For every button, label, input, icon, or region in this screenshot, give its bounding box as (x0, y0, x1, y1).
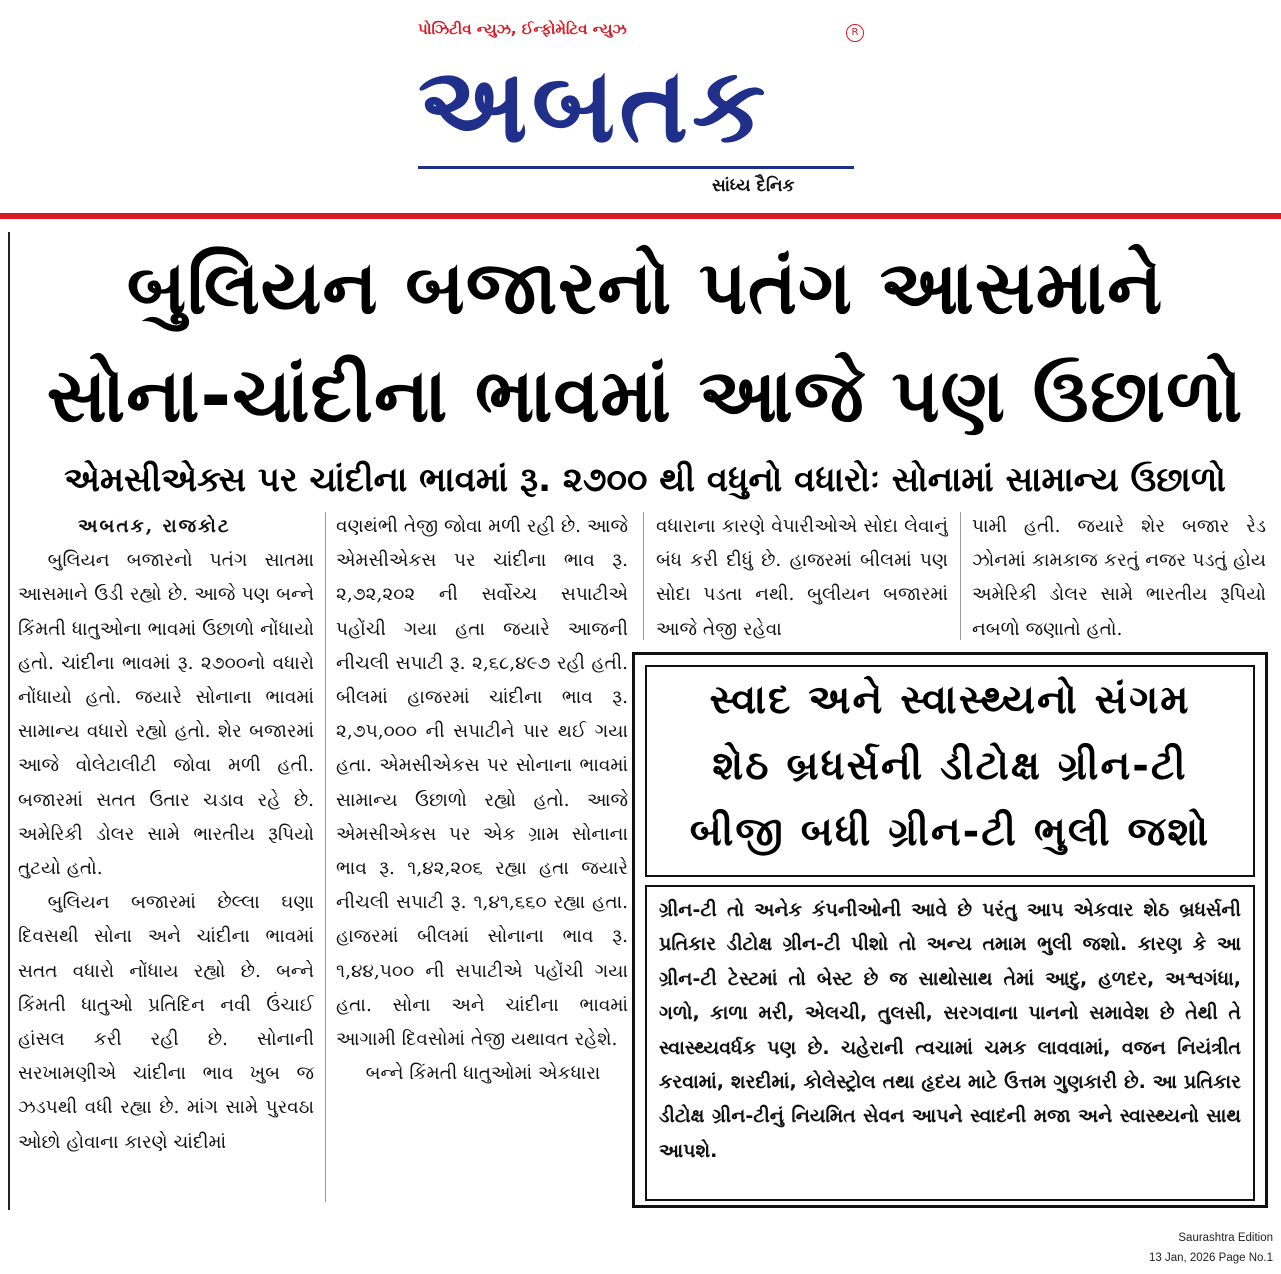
article-paragraph: વણથંભી તેજી જોવા મળી રહી છે. આજે એમસીએકસ પર ચાંદીના ભાવ રૂ. ૨,૭૨,૨૦૨ ની સર્વોચ્ચ સપાટીએ પહોંચી ગયા હતા જયારે આજની નીચલી સપાટી રૂ. ૨,૬૮,૪૯૭ રહી હતી. બીલમાં હાજરમાં ચાંદીના ભાવ રૂ. ૨,૭૫,૦૦૦ ની સપાટીને પાર થઈ ગયા હતા. એમસીએકસ પર સોનાના ભાવમાં સામાન્ય ઉછાળો રહ્યો હતો. આજે એમસીએકસ પર એક ગ્રામ સોનાના ભાવ રૂ. ૧,૪૨,૨૦૬ રહ્યા હતા જયારે નીચલી સપાટી રૂ. ૧,૪૧,૬૬૦ રહ્યા હતા. હાજરમાં બીલમાં સોનાના ભાવ રૂ. ૧,૪૪,૫૦૦ ની સપાટીએ પહોંચી ગયા હતા. સોના અને ચાંદીના ભાવમાં આગામી દિવસોમાં તેજી યથાવત રહેશે. (336, 516, 628, 1051)
edition-name: Saurashtra Edition (1178, 1232, 1273, 1244)
article-paragraph: પામી હતી. જયારે શેર બજાર રેડ ઝોનમાં કામકાજ કરતું નજર પડતું હોય અમેરિકી ડોલર સામે ભારતીય રૂપિયો નબળો જણાતો હતો. (972, 516, 1266, 640)
ad-headline-line-3: બીજી બધી ગ્રીન-ટી ભુલી જશો (689, 809, 1211, 855)
article-column-3 (656, 510, 948, 640)
byline: અબતક, રાજકોટ (78, 516, 231, 537)
ad-body-text: ગ્રીન-ટી તો અનેક કંપનીઓની આવે છે પરંતુ આપ એકવાર શેઠ બ્રધર્સની પ્રતિકાર ડીટોક્ષ ગ્રીન-ટી પીશો તો અન્ય તમામ ભુલી જશો. કારણ કે આ ગ્રીન-ટી ટેસ્ટમાં તો બેસ્ટ છે જ સાથોસાથ તેમાં આદુ, હળદર, અશ્વગંધા, ગળો, કાળા મરી, એલચી, તુલસી, સરગવાના પાનનો સમાવેશ છે તેથી તે સ્વાસ્થ્યવર્ધક પણ છે. ચહેરાની ત્વચામાં ચમક લાવવામાં, વજન નિયંત્રીત કરવામાં, શરદીમાં, કોલેસ્ટ્રોલ તથા હૃદય માટે ઉત્તમ ગુણકારી છે. આ પ્રતિકાર ડીટોક્ષ ગ્રીન-ટીનું નિયમિત સેવન આપને સ્વાદની મજા અને સ્વાસ્થ્યનો સાથ આપશે. (645, 885, 1255, 1201)
article-paragraph: બન્ને કિંમતી ધાતુઓમાં એકધારા (365, 1063, 601, 1085)
ad-headline-line-2: શેઠ બ્રધર્સની ડીટોક્ષ ગ્રીન-ટી (712, 743, 1188, 789)
article-paragraph: વધારાના કારણે વેપારીઓએ સોદા લેવાનું બંધ કરી દીધું છે. હાજરમાં બીલમાં પણ સોદા પડતા નથી. બુલીયન બજારમાં આજે તેજી રહેવા (656, 516, 948, 640)
article-column-4 (972, 510, 1266, 640)
page-left-border (8, 232, 10, 1210)
ad-headline-box (645, 665, 1255, 877)
article-column-2 (336, 510, 628, 1210)
column-divider (643, 512, 644, 640)
column-divider (325, 512, 326, 1202)
headline-line-2: સોના-ચાંદીના ભાવમાં આજે પણ ઉછાળો (46, 353, 1244, 439)
logo-underline (418, 166, 854, 169)
registered-mark-icon: R (846, 24, 864, 42)
article-paragraph: બુલિયન બજારનો પતંગ સાતમા આસમાને ઉડી રહ્યો છે. આજે પણ બન્ને કિંમતી ધાતુઓના ભાવમાં ઉછાળો નોંધાયો હતો. ચાંદીના ભાવમાં રૂ. ૨૭૦૦નો વધારો નોંધાયો હતો. જયારે સોનાના ભાવમાં સામાન્ય વધારો રહ્યો હતો. શેર બજારમાં આજે વોલેટાલીટી જોવા મળી હતી. બજારમાં સતત ઉતાર ચડાવ રહે છે. અમેરિકી ડોલર સામે ભારતીય રૂપિયો તુટયો હતો. (18, 550, 314, 880)
article-paragraph: બુલિયન બજારમાં છેલ્લા ઘણા દિવસથી સોના અને ચાંદીના ભાવમાં સતત વધારો નોંધાય રહ્યો છે. બન્ને કિંમતી ધાતુઓ પ્રતિદિન નવી ઉંચાઈ હાંસલ કરી રહી છે. સોનાની સરખામણીએ ચાંદીના ભાવ ખુબ જ ઝડપથી વધી રહ્યા છે. માંગ સામે પુરવઠા ઓછો હોવાના કારણે ચાંદીમાં (18, 892, 314, 1153)
sub-headline: એમસીએક્સ પર ચાંદીના ભાવમાં રૂ. ૨૭૦૦ થી વધુનો વધારોઃ સોનામાં સામાન્ય ઉછાળો (64, 460, 1226, 500)
newspaper-logo: અબતક (418, 44, 770, 166)
masthead-subtitle: સાંધ્ય દૈનિક (712, 176, 795, 196)
edition-info (1133, 1228, 1273, 1268)
article-column-1 (18, 510, 314, 1210)
ad-headline-line-1: સ્વાદ અને સ્વાસ્થ્યનો સંગમ (709, 677, 1191, 723)
masthead (0, 0, 1281, 215)
masthead-divider (0, 213, 1281, 219)
column-divider (960, 512, 961, 640)
masthead-tagline: પોઝિટીવ ન્યુઝ, ઈન્ફોમેટિવ ન્યુઝ (418, 20, 627, 38)
green-tea-advertisement (632, 652, 1268, 1208)
edition-date-page: 13 Jan, 2026 Page No.1 (1148, 1252, 1273, 1264)
headline-line-1: બુલિયન બજારનો પતંગ આસમાને (126, 245, 1164, 331)
